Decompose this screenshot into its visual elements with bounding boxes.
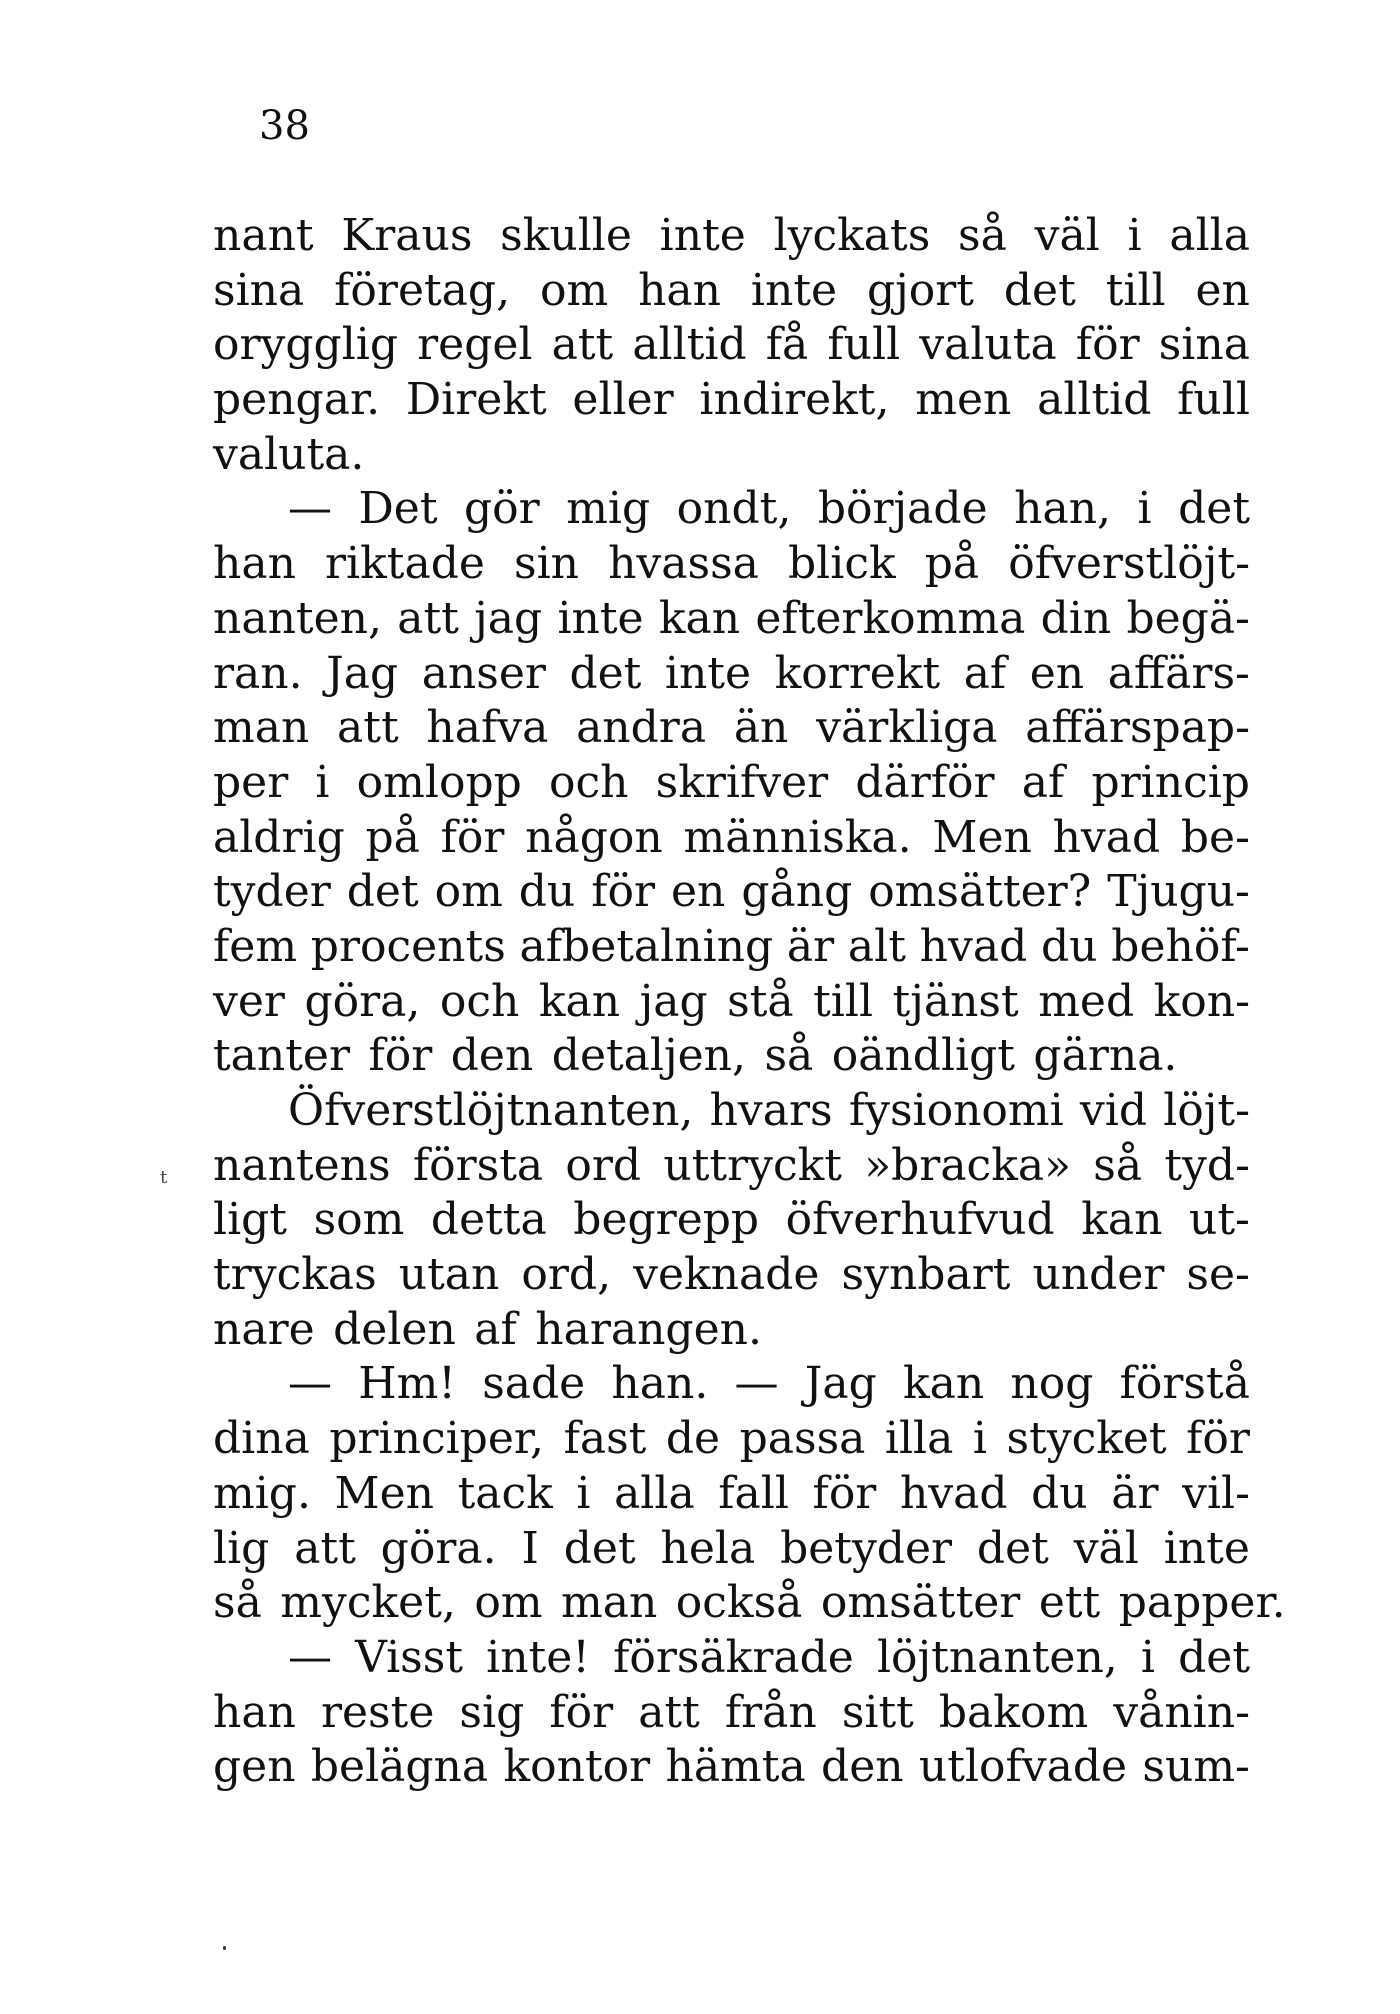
word: i bbox=[972, 1413, 987, 1465]
text-line bbox=[213, 701, 1250, 756]
word: Hm! bbox=[358, 1358, 456, 1410]
word: så bbox=[764, 1030, 814, 1082]
word: pengar. bbox=[213, 374, 381, 426]
word: så bbox=[213, 1577, 262, 1629]
word: efterkomma bbox=[755, 592, 1026, 644]
word: på bbox=[365, 811, 420, 863]
word: väl bbox=[1073, 1522, 1139, 1574]
word: utlofvade bbox=[918, 1741, 1128, 1793]
word: under bbox=[1032, 1249, 1165, 1301]
word: affärs- bbox=[1107, 647, 1250, 699]
word: alla bbox=[1169, 210, 1250, 261]
word: det bbox=[346, 866, 419, 918]
word: för bbox=[368, 1030, 433, 1082]
word: i bbox=[1127, 210, 1142, 261]
word: man bbox=[213, 702, 310, 754]
word: nant bbox=[213, 210, 314, 261]
word: det bbox=[1003, 264, 1076, 316]
word: ett bbox=[1038, 1577, 1101, 1629]
word: hvad bbox=[899, 1467, 1008, 1519]
word: I bbox=[521, 1522, 539, 1574]
word: din bbox=[1040, 592, 1112, 644]
word: inte bbox=[557, 592, 644, 644]
word: vil- bbox=[1182, 1467, 1250, 1519]
word: betyder bbox=[780, 1522, 953, 1574]
word: tryckas bbox=[213, 1249, 377, 1301]
word: Visst bbox=[355, 1631, 464, 1683]
word: sig bbox=[459, 1686, 525, 1738]
word: jag bbox=[474, 592, 543, 644]
word: tyder bbox=[213, 866, 331, 918]
word: riktade bbox=[325, 538, 485, 590]
word: han. bbox=[611, 1358, 709, 1410]
text-line bbox=[213, 1029, 1250, 1084]
word: till bbox=[813, 975, 874, 1027]
word: hafva bbox=[426, 702, 549, 754]
word: nanten, bbox=[213, 592, 382, 644]
word: kan bbox=[902, 1358, 985, 1410]
word: inte bbox=[750, 264, 838, 316]
word: blick bbox=[788, 538, 896, 590]
word: mycket, bbox=[280, 1577, 456, 1629]
word: man bbox=[561, 1577, 658, 1629]
word: Kraus bbox=[341, 210, 473, 261]
word: i bbox=[315, 756, 330, 808]
word: procents bbox=[310, 920, 506, 972]
word: nog bbox=[1010, 1358, 1094, 1410]
word: ver bbox=[213, 975, 285, 1027]
word: oändligt bbox=[831, 1030, 1015, 1082]
word: kontor bbox=[503, 1741, 651, 1793]
word: gen bbox=[213, 1741, 296, 1793]
word: försäkrade bbox=[613, 1631, 854, 1683]
word: Direkt bbox=[405, 374, 547, 426]
word: detaljen, bbox=[551, 1030, 746, 1082]
page-number: 38 bbox=[259, 103, 310, 149]
word: afbetalning bbox=[519, 920, 774, 972]
text-line bbox=[213, 1248, 1250, 1303]
word: han bbox=[638, 264, 722, 316]
word: belägna bbox=[310, 1741, 489, 1793]
word: sina bbox=[213, 264, 305, 316]
word: full bbox=[827, 319, 901, 371]
word: hämta bbox=[665, 1741, 806, 1793]
text-line bbox=[213, 592, 1250, 647]
word: en bbox=[1195, 264, 1250, 316]
text-line bbox=[213, 318, 1250, 373]
text-line bbox=[213, 1303, 1250, 1358]
word: att bbox=[638, 1686, 700, 1738]
word: nare bbox=[213, 1303, 315, 1355]
ink-speck bbox=[223, 1946, 226, 1950]
word: inte! bbox=[486, 1631, 590, 1683]
word: harangen. bbox=[535, 1303, 762, 1355]
word: om bbox=[434, 866, 503, 918]
word: ut- bbox=[1189, 1194, 1250, 1246]
word: den bbox=[450, 1030, 534, 1082]
word: en bbox=[1029, 647, 1085, 699]
text-line bbox=[213, 1631, 1250, 1686]
word: ondt, bbox=[676, 483, 792, 535]
word: i bbox=[576, 1467, 591, 1519]
word: behöf- bbox=[1111, 920, 1250, 972]
text-line bbox=[213, 975, 1250, 1030]
word: detta bbox=[430, 1194, 547, 1246]
word: är bbox=[786, 920, 835, 972]
word: Men bbox=[932, 811, 1032, 863]
word: hvad bbox=[1052, 811, 1161, 863]
word: att bbox=[551, 319, 614, 371]
word: göra, bbox=[304, 975, 421, 1027]
word: sin bbox=[514, 538, 579, 590]
word: alltid bbox=[632, 319, 747, 371]
word: fysionomi bbox=[848, 1085, 1064, 1136]
word: reste bbox=[320, 1686, 435, 1738]
word: be- bbox=[1180, 811, 1250, 863]
word: — bbox=[734, 1358, 779, 1410]
word: inte bbox=[664, 647, 752, 699]
word: människa. bbox=[683, 811, 912, 863]
word: skulle bbox=[500, 210, 632, 261]
word: aldrig bbox=[213, 811, 345, 863]
word: det bbox=[1178, 1631, 1250, 1683]
word: för bbox=[549, 1686, 614, 1738]
word: du bbox=[518, 866, 576, 918]
word: ord, bbox=[521, 1249, 612, 1301]
text-line bbox=[213, 1576, 1286, 1631]
word: väl bbox=[1034, 210, 1100, 261]
word: gärna. bbox=[1033, 1030, 1178, 1082]
word: än bbox=[733, 702, 789, 754]
word: han bbox=[213, 1686, 296, 1738]
word: Öfverstlöjtnanten, bbox=[288, 1085, 694, 1136]
word: som bbox=[313, 1194, 405, 1246]
word: fem bbox=[213, 920, 298, 972]
word: synbart bbox=[841, 1249, 1011, 1301]
word: att bbox=[294, 1522, 356, 1574]
word: öfverhufvud bbox=[785, 1194, 1055, 1246]
word: lig bbox=[213, 1522, 270, 1574]
word: valuta. bbox=[213, 428, 365, 480]
word: så bbox=[1093, 1139, 1143, 1191]
word: bakom bbox=[938, 1686, 1089, 1738]
word: af bbox=[963, 647, 1007, 699]
word: omsätter? bbox=[868, 866, 1092, 918]
word: tjänst bbox=[892, 975, 1019, 1027]
word: kan bbox=[658, 592, 741, 644]
word: delen bbox=[333, 1303, 456, 1355]
word: första bbox=[412, 1139, 544, 1191]
word: uttryckt bbox=[663, 1139, 842, 1191]
word: per bbox=[213, 756, 289, 808]
word: Tjugu- bbox=[1107, 866, 1250, 918]
word: veknade bbox=[633, 1249, 820, 1301]
word: på bbox=[924, 538, 980, 590]
text-line bbox=[213, 756, 1250, 811]
word: orygglig bbox=[213, 319, 399, 371]
word: Det bbox=[358, 483, 438, 535]
text-line bbox=[213, 1357, 1250, 1412]
word: se- bbox=[1186, 1249, 1250, 1301]
word: anser bbox=[421, 647, 546, 699]
word: inte bbox=[1163, 1522, 1250, 1574]
word: gång bbox=[741, 866, 853, 918]
word: skrifver bbox=[655, 756, 829, 808]
word: Jag bbox=[804, 1358, 877, 1410]
word: princip bbox=[1091, 756, 1250, 808]
word: började bbox=[817, 483, 988, 535]
text-line bbox=[213, 209, 1250, 264]
word: för bbox=[1186, 1413, 1250, 1465]
word: värkliga bbox=[816, 702, 998, 754]
word: hela bbox=[660, 1522, 756, 1574]
word: af bbox=[474, 1303, 517, 1355]
word: och bbox=[548, 756, 629, 808]
text-line bbox=[213, 1084, 1250, 1139]
word: det bbox=[976, 1522, 1049, 1574]
word: och bbox=[439, 975, 520, 1027]
word: kan bbox=[1081, 1194, 1163, 1246]
word: förstå bbox=[1119, 1358, 1250, 1410]
text-line bbox=[213, 1522, 1250, 1577]
word: alt bbox=[847, 920, 906, 972]
word: af bbox=[1021, 756, 1065, 808]
word: indirekt, bbox=[699, 374, 890, 426]
word: ligt bbox=[213, 1194, 287, 1246]
word: begä- bbox=[1126, 592, 1250, 644]
text-line bbox=[213, 373, 1250, 428]
word: stycket bbox=[1006, 1413, 1167, 1465]
word: eller bbox=[572, 374, 674, 426]
word: kon- bbox=[1153, 975, 1250, 1027]
word: för bbox=[1075, 319, 1140, 371]
word: — bbox=[288, 1631, 332, 1683]
word: det bbox=[569, 647, 642, 699]
word: från bbox=[724, 1686, 817, 1738]
word: därför bbox=[855, 756, 995, 808]
word: i bbox=[1137, 483, 1152, 535]
text-block bbox=[213, 209, 1286, 1795]
word: kan bbox=[538, 975, 621, 1027]
text-line bbox=[213, 1686, 1250, 1741]
word: alla bbox=[614, 1467, 695, 1519]
word: korrekt bbox=[774, 647, 941, 699]
word: tack bbox=[457, 1467, 553, 1519]
word: det bbox=[1178, 483, 1250, 535]
word: sum- bbox=[1142, 1741, 1250, 1793]
word: hvassa bbox=[608, 538, 759, 590]
word: sina bbox=[1158, 319, 1250, 371]
text-line bbox=[213, 865, 1250, 920]
word: full bbox=[1177, 374, 1250, 426]
text-line bbox=[213, 811, 1250, 866]
word: — bbox=[288, 483, 332, 535]
word: lyckats bbox=[773, 210, 931, 261]
word: löjt- bbox=[1163, 1085, 1250, 1136]
word: få bbox=[765, 319, 809, 371]
word: mig bbox=[566, 483, 651, 535]
word: principer, bbox=[329, 1413, 545, 1465]
word: så bbox=[958, 210, 1007, 261]
word: någon bbox=[525, 811, 663, 863]
text-line bbox=[213, 1139, 1250, 1194]
word: — bbox=[288, 1358, 332, 1410]
word: göra. bbox=[380, 1522, 497, 1574]
text-line bbox=[213, 482, 1250, 537]
word: papper. bbox=[1118, 1577, 1286, 1629]
word: den bbox=[821, 1741, 904, 1793]
word: gjort bbox=[866, 264, 974, 316]
text-line bbox=[213, 428, 1250, 483]
word: sitt bbox=[841, 1686, 914, 1738]
word: han, bbox=[1014, 483, 1112, 535]
word: andra bbox=[576, 702, 707, 754]
text-line bbox=[213, 1740, 1250, 1795]
word: de bbox=[665, 1413, 721, 1465]
word: »bracka» bbox=[864, 1139, 1072, 1191]
word: hvad bbox=[919, 920, 1028, 972]
word: för bbox=[591, 866, 656, 918]
text-line bbox=[213, 1467, 1250, 1522]
word: affärspap- bbox=[1025, 702, 1250, 754]
word: för bbox=[812, 1467, 877, 1519]
word: du bbox=[1041, 920, 1098, 972]
word: valuta bbox=[919, 319, 1057, 371]
word: med bbox=[1038, 975, 1135, 1027]
word: hvars bbox=[709, 1085, 833, 1136]
word: öfverstlöjt- bbox=[1008, 538, 1250, 590]
word: fall bbox=[718, 1467, 789, 1519]
text-line bbox=[213, 647, 1250, 702]
word: sade bbox=[482, 1358, 586, 1410]
word: dina bbox=[213, 1413, 310, 1465]
word: tyd- bbox=[1164, 1139, 1250, 1191]
word: passa bbox=[739, 1413, 866, 1465]
word: jag bbox=[639, 975, 708, 1027]
word: om bbox=[539, 264, 609, 316]
word: om bbox=[474, 1577, 543, 1629]
word: att bbox=[337, 702, 399, 754]
word: omsätter bbox=[820, 1577, 1021, 1629]
text-line bbox=[213, 537, 1250, 592]
word: för bbox=[440, 811, 505, 863]
text-line bbox=[213, 264, 1250, 319]
word: till bbox=[1105, 264, 1166, 316]
word: regel bbox=[417, 319, 533, 371]
text-line bbox=[213, 1193, 1250, 1248]
word: alltid bbox=[1037, 374, 1152, 426]
word: du bbox=[1031, 1467, 1088, 1519]
text-line bbox=[213, 1412, 1250, 1467]
word: det bbox=[563, 1522, 636, 1574]
word: i bbox=[1140, 1631, 1155, 1683]
word: inte bbox=[659, 210, 746, 261]
word: att bbox=[397, 592, 459, 644]
word: omlopp bbox=[356, 756, 522, 808]
word: också bbox=[675, 1577, 803, 1629]
word: fast bbox=[563, 1413, 647, 1465]
word: ran. bbox=[213, 647, 303, 699]
word: löjtnanten, bbox=[876, 1631, 1118, 1683]
word: stå bbox=[727, 975, 794, 1027]
word: nantens bbox=[213, 1139, 391, 1191]
word: Jag bbox=[326, 647, 399, 699]
word: mig. bbox=[213, 1467, 311, 1519]
word: ord bbox=[565, 1139, 642, 1191]
word: han bbox=[213, 538, 296, 590]
word: utan bbox=[398, 1249, 500, 1301]
text-line bbox=[213, 920, 1250, 975]
word: men bbox=[915, 374, 1012, 426]
word: tanter bbox=[213, 1030, 351, 1082]
word: vid bbox=[1079, 1085, 1148, 1136]
word: gör bbox=[464, 483, 540, 535]
word: vånin- bbox=[1113, 1686, 1250, 1738]
word: är bbox=[1111, 1467, 1159, 1519]
word: begrepp bbox=[573, 1194, 760, 1246]
word: Men bbox=[334, 1467, 434, 1519]
word: företag, bbox=[334, 264, 511, 316]
word: illa bbox=[884, 1413, 954, 1465]
margin-mark: t bbox=[160, 1167, 168, 1188]
word: en bbox=[670, 866, 726, 918]
